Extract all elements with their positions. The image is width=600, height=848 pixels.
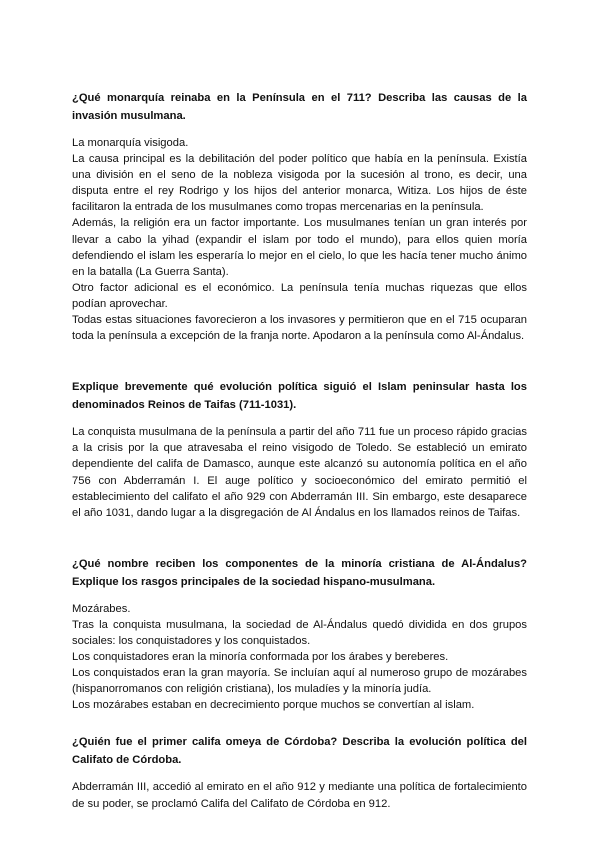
answer-3-paragraph: Los conquistadores eran la minoría conformada por los árabes y bereberes.	[72, 651, 449, 664]
answer-1-paragraph: La monarquía visigoda.	[72, 137, 189, 149]
answer-2-paragraph: La conquista musulmana de la península a partir del año 711 fue un proceso rápido gracias a la crisis por la que atravesaba el reino visigodo de Toledo. Se estableció un emirato dependiente del califa de Damasco, aunque este alcanzó su autonomía política en el año 756 con Abderramán I. El auge político y socioeconómico del emirato permitió el establecimiento del califato el año 929 con Abderramán III. Sin embargo, este desaparece el año 1031, dando lugar a la disgregación de Al Ándalus en los llamados reinos de Taifas.	[72, 426, 527, 519]
answer-1-paragraph: Otro factor adicional es el económico. La península tenía muchas riquezas que ellos podían aprovechar.	[72, 281, 527, 310]
answer-3-paragraph: Mozárabes.	[72, 602, 131, 615]
answer-1-paragraph: La causa principal es la debilitación del poder político que había en la península. Existía una división en el seno de la nobleza visigoda por la sucesión al trono, es decir, una disputa entre el rey Rodrigo y los hijos del anterior monarca, Witiza. Los hijos de éste facilitaron la entrada de los musulmanes como tropas mercenarias en la península.	[72, 153, 527, 214]
answer-2	[72, 424, 527, 521]
answer-3-paragraph: Los conquistados eran la gran mayoría. Se incluían aquí al numeroso grupo de mozárabes (hispanorromanos con religión cristiana), los muladíes y la minoría judía.	[72, 667, 527, 696]
answer-4	[72, 779, 527, 811]
question-2: Explique brevemente qué evolución política siguió el Islam peninsular hasta los denominados Reinos de Taifas (711-1031).	[72, 381, 527, 412]
answer-4-paragraph: Abderramán III, accedió al emirato en el año 912 y mediante una política de fortalecimiento de su poder, se proclamó Califa del Califato de Córdoba en 912.	[72, 781, 527, 810]
question-3: ¿Qué nombre reciben los componentes de la minoría cristiana de Al-Ándalus? Explique los rasgos principales de la sociedad hispano-musulmana.	[72, 557, 527, 588]
question-1: ¿Qué monarquía reinaba en la Península en el 711? Describa las causas de la invasión musulmana.	[72, 92, 527, 122]
answer-1-paragraph: Todas estas situaciones favorecieron a los invasores y permitieron que en el 715 ocuparan toda la península a excepción de la franja norte. Apodaron a la península como Al-Ándalus.	[72, 314, 527, 343]
answer-1-paragraph: Además, la religión era un factor importante. Los musulmanes tenían un gran interés por llevar a cabo la yihad (expandir el islam por todo el mundo), para ellos quien moría defendiendo el islam les esperaría lo mejor en el cielo, lo que les hacía tener mucho ánimo en la batalla (La Guerra Santa).	[72, 217, 527, 278]
answer-3-paragraph: Los mozárabes estaban en decrecimiento porque muchos se convertían al islam.	[72, 699, 475, 712]
question-4: ¿Quién fue el primer califa omeya de Córdoba? Describa la evolución política del Califato de Córdoba.	[72, 736, 527, 767]
answer-3	[72, 601, 527, 714]
answer-1	[72, 135, 527, 344]
answer-3-paragraph: Tras la conquista musulmana, la sociedad de Al-Ándalus quedó dividida en dos grupos sociales: los conquistadores y los conquistados.	[72, 618, 527, 647]
document-page	[72, 89, 527, 812]
